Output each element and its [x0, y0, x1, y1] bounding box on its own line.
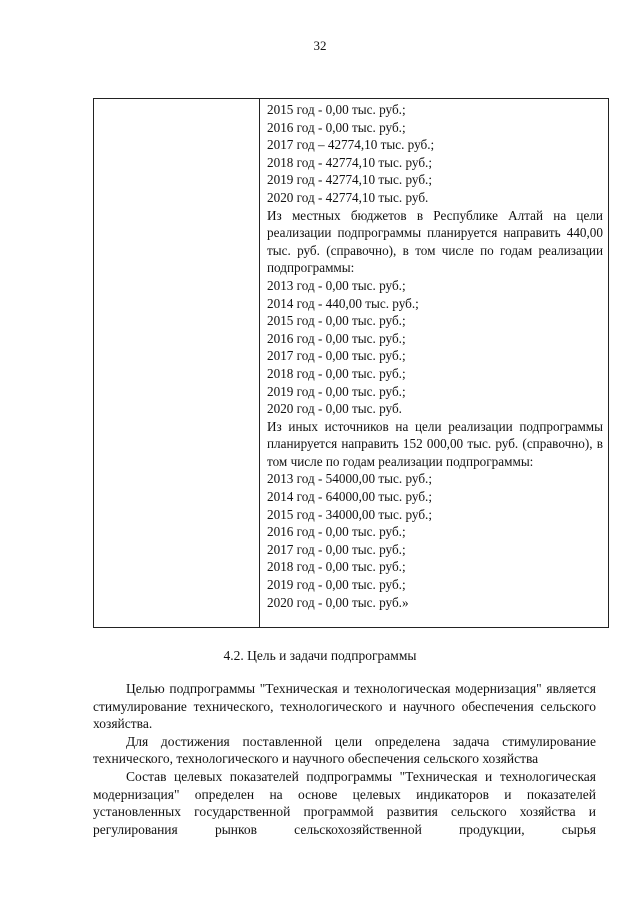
- funding-line: 2020 год - 0,00 тыс. руб.: [267, 401, 402, 417]
- body-paragraph: Состав целевых показателей подпрограммы "Техническая и технологическая модернизация" определен на основе целевых индикаторов и показателей установленных государственной программой развития сельского хозяйства и регулирования рынков сельскохозяйственной продукции, сырья: [93, 768, 596, 837]
- other-sources-paragraph: Из иных источников на цели реализации подпрограммы планируется направить 152 000,00 тыс. руб. (справочно), в том числе по годам реализации подпрограммы:: [267, 418, 603, 469]
- funding-line: 2017 год - 0,00 тыс. руб.;: [267, 348, 406, 364]
- funding-line: 2016 год - 0,00 тыс. руб.;: [267, 330, 406, 346]
- funding-line: 2018 год - 0,00 тыс. руб.;: [267, 365, 406, 381]
- funding-line: 2017 год - 0,00 тыс. руб.;: [267, 541, 406, 557]
- section-heading: 4.2. Цель и задачи подпрограммы: [223, 648, 417, 663]
- body-paragraph: Для достижения поставленной цели определена задача стимулирование технического, технологического и научного обеспечения сельского хозяйства: [93, 733, 596, 767]
- local-budgets-paragraph: Из местных бюджетов в Республике Алтай на цели реализации подпрограммы планируется направить 440,00 тыс. руб. (справочно), в том числе по годам реализации подпрограммы:: [267, 207, 603, 276]
- funding-line: 2019 год - 0,00 тыс. руб.;: [267, 577, 406, 593]
- funding-line: 2020 год - 42774,10 тыс. руб.: [267, 189, 429, 205]
- body-paragraph: Целью подпрограммы "Техническая и технологическая модернизация" является стимулирование технического, технологического и научного обеспечения сельского хозяйства.: [93, 681, 596, 732]
- budget-table: [93, 98, 609, 628]
- funding-lines-local: [267, 277, 603, 418]
- funding-lines-other: [267, 470, 603, 611]
- page-number: 32: [313, 38, 327, 53]
- funding-line: 2020 год - 0,00 тыс. руб.»: [267, 594, 409, 610]
- funding-line: 2013 год - 0,00 тыс. руб.;: [267, 277, 406, 293]
- funding-line: 2016 год - 0,00 тыс. руб.;: [267, 524, 406, 540]
- funding-line: 2018 год - 0,00 тыс. руб.;: [267, 559, 406, 575]
- funding-line: 2015 год - 0,00 тыс. руб.;: [267, 102, 406, 117]
- table-left-column: [94, 99, 260, 627]
- funding-line: 2013 год - 54000,00 тыс. руб.;: [267, 471, 432, 487]
- funding-line: 2014 год - 440,00 тыс. руб.;: [267, 295, 419, 311]
- funding-line: 2016 год - 0,00 тыс. руб.;: [267, 119, 406, 135]
- section-body: [93, 680, 596, 838]
- funding-lines-federal: [267, 101, 603, 207]
- funding-line: 2015 год - 34000,00 тыс. руб.;: [267, 506, 432, 522]
- funding-line: 2017 год – 42774,10 тыс. руб.;: [267, 137, 435, 153]
- funding-line: 2019 год - 0,00 тыс. руб.;: [267, 383, 406, 399]
- table-right-column: [260, 99, 608, 627]
- funding-line: 2018 год - 42774,10 тыс. руб.;: [267, 154, 432, 170]
- funding-line: 2019 год - 42774,10 тыс. руб.;: [267, 172, 432, 188]
- funding-line: 2015 год - 0,00 тыс. руб.;: [267, 313, 406, 329]
- funding-line: 2014 год - 64000,00 тыс. руб.;: [267, 489, 432, 505]
